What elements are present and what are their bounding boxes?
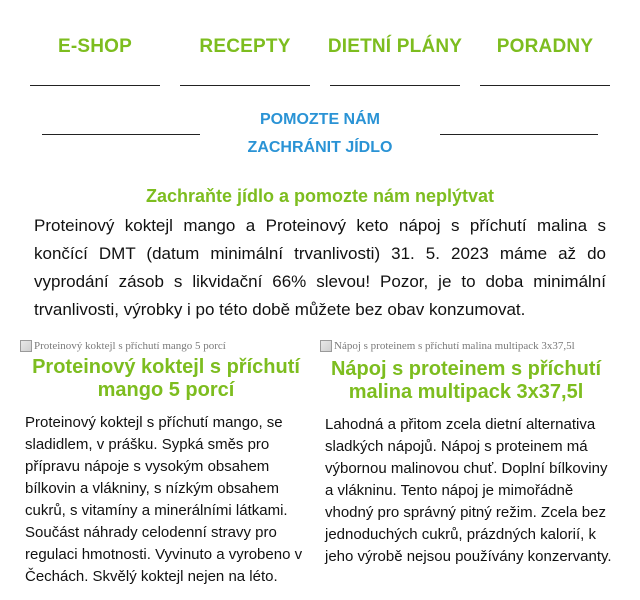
nav-divider (480, 85, 610, 86)
product-title-link[interactable]: Proteinový koktejl s příchutí mango 5 porcí (32, 356, 300, 401)
product-title-link[interactable]: Nápoj s proteinem s příchutí malina multipack 3x37,5l (330, 358, 602, 403)
product-image-link[interactable] (320, 340, 590, 352)
nav-divider (330, 85, 460, 86)
nav-dietni-plany-link[interactable]: DIETNÍ PLÁNY (327, 36, 463, 57)
nav-poradny-link[interactable]: PORADNY (496, 36, 594, 57)
product-image-alt: Proteinový koktejl s příchutí mango 5 porcí (34, 340, 226, 352)
nav-divider-right (440, 134, 598, 135)
product-card (320, 340, 612, 568)
product-description: Lahodná a přitom zcela dietní alternativa sladkých nápojů. Nápoj s proteinem má výbornou malinovou chuť. Doplní bílkoviny a vlákninu. Tento nápoj je mimořádně vhodný pro správný pitný režim. Zcela bez jednoduchých cukrů, prázdných kalorií, k jeho výrobě nejsou používány konzervanty. (325, 416, 612, 565)
intro-heading: Zachraňte jídlo a pomozte nám neplýtvat (145, 186, 495, 206)
product-image-link[interactable] (20, 340, 312, 352)
nav-center-line2: ZACHRÁNIT JÍDLO (247, 139, 393, 156)
intro-text: Proteinový koktejl mango a Proteinový keto nápoj s příchutí malina s končící DMT (datum minimální trvanlivosti) 31. 5. 2023 máme až do vyprodání zásob s likvidační 66% slevou! Pozor, je to doba minimální trvanlivosti, výrobky i po této době můžete bez obav konzumovat. (34, 216, 606, 319)
broken-image-icon (320, 340, 332, 352)
product-description: Proteinový koktejl s příchutí mango, se sladidlem, v prášku. Sypká směs pro přípravu nápoje s vysokým obsahem bílkovin a vlákniny, s nízkým obsahem cukrů, s vitamíny a minerálními látkami. Součást náhrady celodenní stravy pro regulaci hmotnosti. Vyvinuto a vyrobeno v Čechách. Skvělý koktejl nejen na léto. (25, 414, 303, 585)
product-image-alt: Nápoj s proteinem s příchutí malina multipack 3x37,5l (334, 340, 575, 352)
broken-image-icon (20, 340, 32, 352)
nav-divider (30, 85, 160, 86)
nav-divider (180, 85, 310, 86)
product-card (20, 340, 312, 588)
main-navigation (0, 0, 640, 90)
nav-recepty-link[interactable]: RECEPTY (199, 36, 291, 57)
nav-eshop-link[interactable]: E-SHOP (57, 36, 133, 57)
nav-center-line1: POMOZTE NÁM (260, 111, 380, 128)
